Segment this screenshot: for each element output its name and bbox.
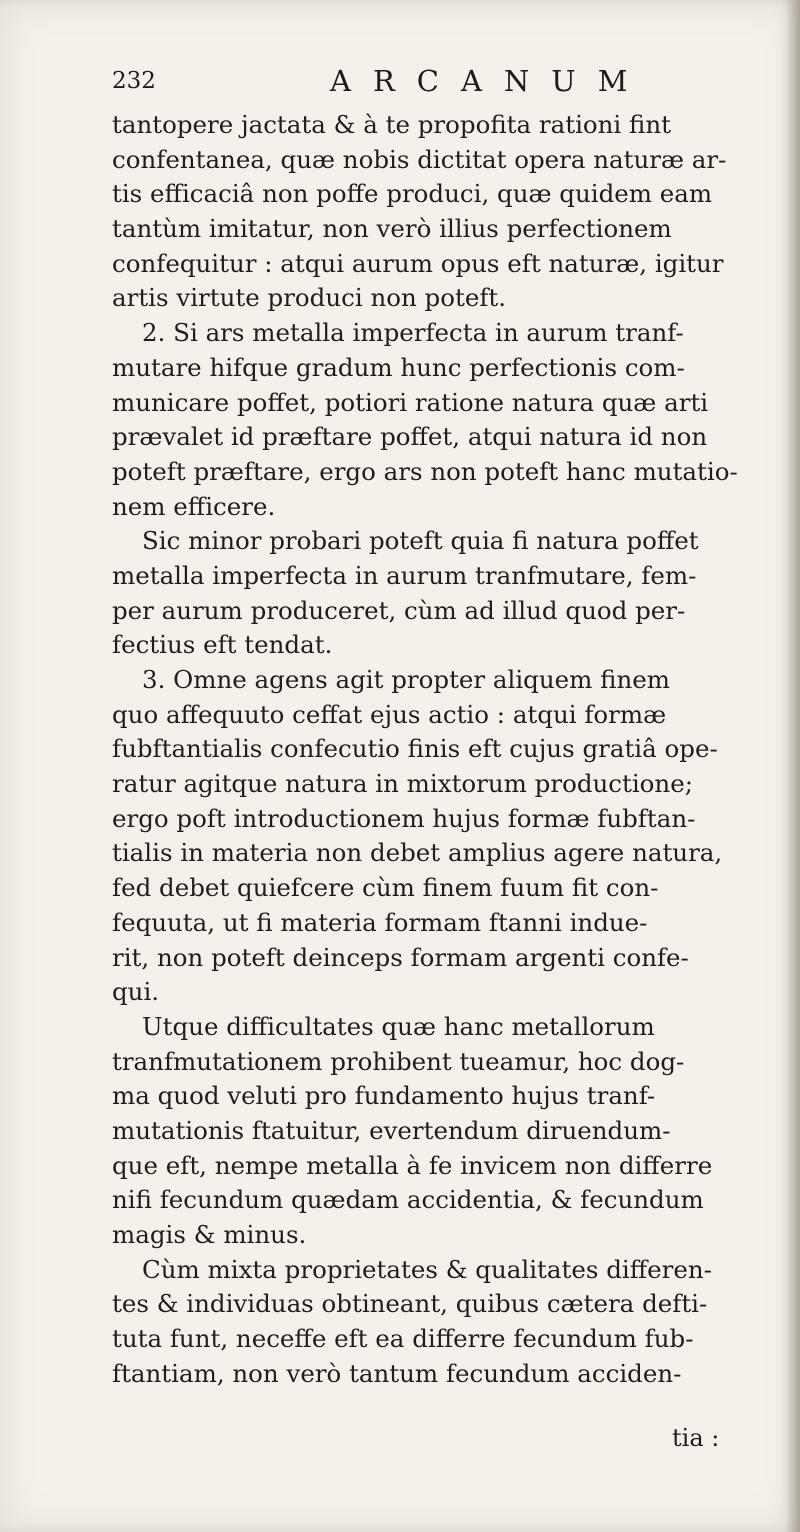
text-line: fubftantialis confecutio finis eft cujus gratiâ ope-: [112, 734, 718, 764]
text-line: mutare hifque gradum hunc perfectionis com-: [112, 352, 685, 382]
text-line: tantopere jactata & à te propofita rationi fint: [112, 110, 672, 139]
text-line: Utque difficultates quæ hanc metallorum: [142, 1011, 655, 1041]
text-line: metalla imperfecta in aurum tranfmutare, fem-: [112, 560, 697, 590]
text-line: prævalet id præftare poffet, atqui natura id non: [112, 422, 708, 452]
text-line: 2. Si ars metalla imperfecta in aurum tranf-: [142, 318, 684, 348]
text-line: tranfmutationem prohibent tueamur, hoc dog-: [112, 1046, 685, 1076]
running-head: ARCANUM: [330, 64, 650, 98]
text-line: qui.: [112, 977, 160, 1007]
text-line: Cùm mixta proprietates & qualitates differen-: [142, 1254, 712, 1284]
text-line: ftantiam, non verò tantum fecundum acciden-: [112, 1358, 682, 1388]
text-line: confequitur : atqui aurum opus eft naturæ, igitur: [112, 248, 724, 278]
text-line: tantùm imitatur, non verò illius perfectionem: [112, 214, 672, 244]
text-line: nifi fecundum quædam accidentia, & fecundum: [112, 1185, 704, 1215]
text-line: poteft præftare, ergo ars non poteft hanc mutatio-: [112, 456, 738, 486]
text-line: magis & minus.: [112, 1220, 307, 1249]
text-line: municare poffet, potiori ratione natura quæ arti: [112, 387, 709, 417]
text-line: tuta funt, neceffe eft ea differre fecundum fub-: [112, 1324, 694, 1354]
text-line: tis efficaciâ non poffe produci, quæ quidem eam: [112, 179, 713, 209]
page-header: [112, 64, 732, 104]
text-line: mutationis ftatuitur, evertendum diruendum-: [112, 1115, 671, 1145]
catchword: tia :: [672, 1424, 720, 1452]
text-line: artis virtute produci non poteft.: [112, 283, 507, 313]
text-line: tes & individuas obtineant, quibus cætera defti-: [112, 1289, 708, 1319]
text-line: 3. Omne agens agit propter aliquem finem: [142, 665, 671, 694]
text-line: rit, non poteft deinceps formam argenti confe-: [112, 942, 689, 972]
text-line: quo affequuto ceffat ejus actio : atqui formæ: [112, 699, 667, 729]
text-line: nem efficere.: [112, 491, 276, 521]
body-text: [112, 108, 772, 1391]
page-number: 232: [112, 68, 156, 94]
text-line: per aurum produceret, cùm ad illud quod per-: [112, 595, 686, 625]
page-edge-shadow: [786, 0, 800, 1532]
text-line: ma quod veluti pro fundamento hujus tranf-: [112, 1081, 656, 1111]
text-line: Sic minor probari poteft quia fi natura poffet: [142, 526, 699, 556]
text-line: fequuta, ut fi materia formam ftanni indue-: [112, 907, 648, 937]
text-line: confentanea, quæ nobis dictitat opera naturæ ar-: [112, 144, 727, 174]
text-line: ergo poft introductionem hujus formæ fubftan-: [112, 803, 696, 833]
text-line: ratur agitque natura in mixtorum productione;: [112, 769, 693, 799]
text-line: que eft, nempe metalla à fe invicem non differre: [112, 1150, 713, 1180]
text-line: fed debet quiefcere cùm finem fuum fit con-: [112, 873, 659, 903]
text-line: tialis in materia non debet amplius agere natura,: [112, 838, 723, 868]
text-line: fectius eft tendat.: [112, 630, 333, 660]
